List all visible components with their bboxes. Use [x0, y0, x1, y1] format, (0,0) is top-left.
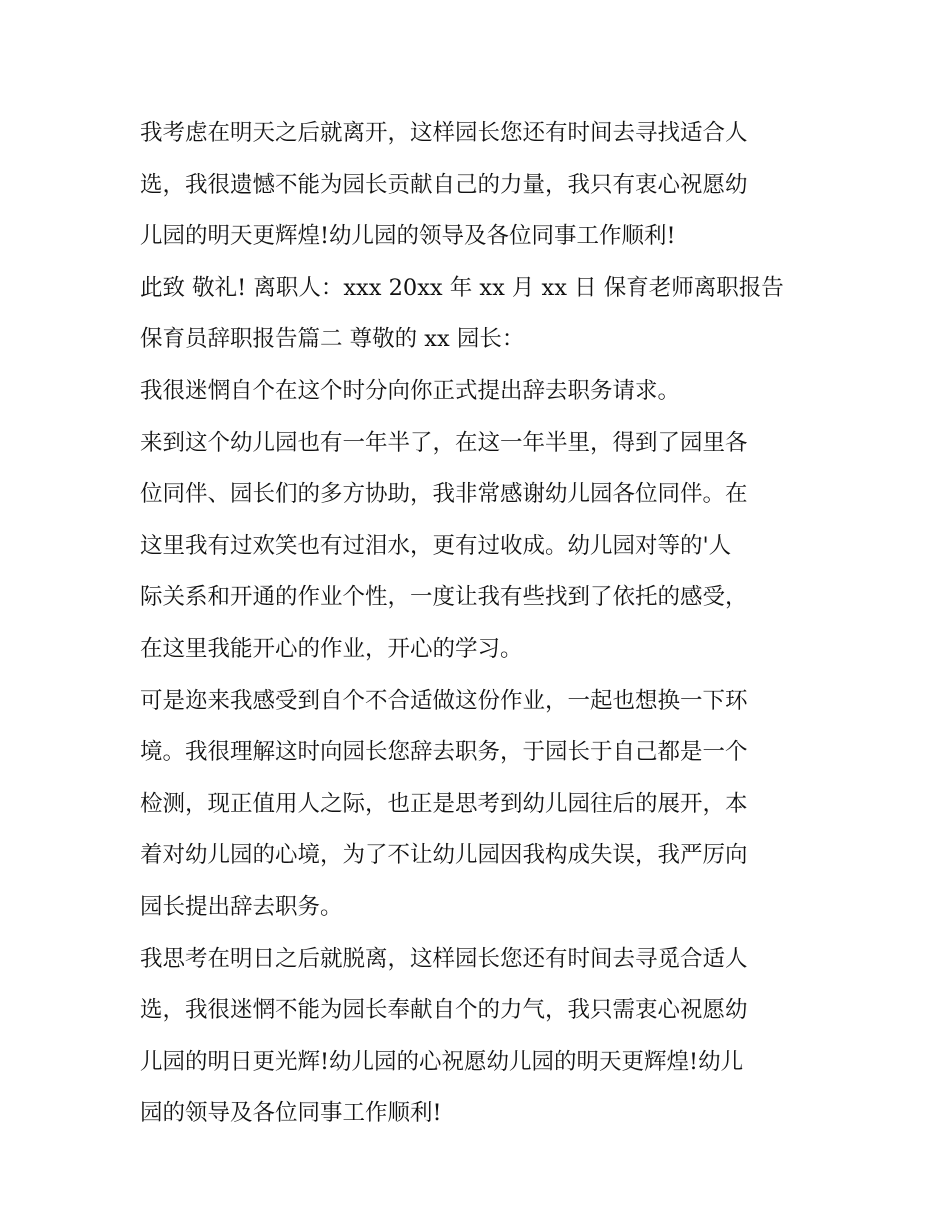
text-line: 我考虑在明天之后就离开，这样园长您还有时间去寻找适合人	[140, 120, 748, 146]
text-line: 这里我有过欢笑也有过泪水，更有过收成。幼儿园对等的'人	[140, 532, 732, 559]
text-line: 儿园的明日更光辉!幼儿园的心祝愿幼儿园的明天更辉煌!幼儿	[140, 1048, 744, 1075]
text-line: 选，我很迷惘不能为园长奉献自个的力气，我只需衷心祝愿幼	[140, 997, 748, 1024]
text-line: 检测，现正值用人之际，也正是思考到幼儿园往后的展开，本	[140, 790, 748, 817]
text-line: 位同伴、园长们的多方协助，我非常感谢幼儿园各位同伴。在	[140, 481, 748, 508]
text-line: 园的领导及各位同事工作顺利!	[140, 1100, 442, 1127]
text-line: 在这里我能开心的作业，开心的学习。	[140, 635, 523, 662]
document-body	[140, 108, 820, 1140]
text-line: 此致 敬礼! 离职人：xxx 20xx 年 xx 月 xx 日 保育老师离职报告	[140, 274, 784, 301]
text-line: 儿园的明天更辉煌!幼儿园的领导及各位同事工作顺利!	[140, 223, 676, 250]
text-line: 我很迷惘自个在这个时分向你正式提出辞去职务请求。	[140, 377, 681, 404]
text-line: 园长提出辞去职务。	[140, 893, 343, 920]
text-line: 着对幼儿园的心境，为了不让幼儿园因我构成失误，我严厉向	[140, 842, 748, 869]
text-line: 我思考在明日之后就脱离，这样园长您还有时间去寻觅合适人	[140, 945, 748, 972]
text-line: 保育员辞职报告篇二 尊敬的 xx 园长：	[140, 326, 525, 353]
text-line: 选，我很遗憾不能为园长贡献自己的力量，我只有衷心祝愿幼	[140, 171, 748, 198]
text-line: 际关系和开通的作业个性，一度让我有些找到了依托的感受，	[140, 584, 748, 611]
text-line: 来到这个幼儿园也有一年半了，在这一年半里，得到了园里各	[140, 429, 748, 456]
text-line: 可是迩来我感受到自个不合适做这份作业，一起也想换一下环	[140, 687, 748, 714]
text-line: 境。我很理解这时向园长您辞去职务，于园长于自己都是一个	[140, 739, 748, 766]
